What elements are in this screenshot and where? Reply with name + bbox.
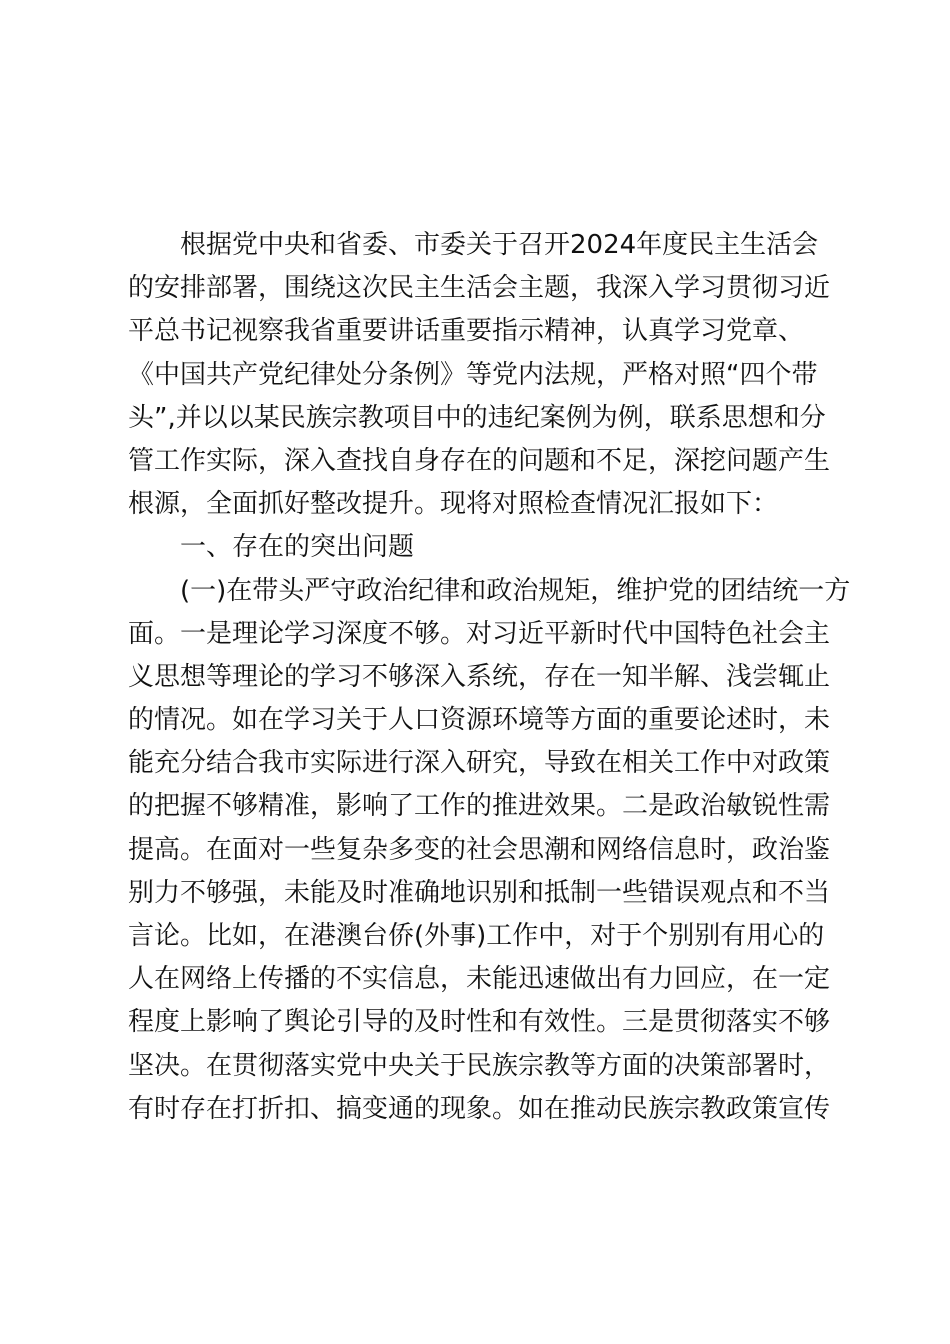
intro-line: 《中国共产党纪律处分条例》等党内法规，严格对照“四个带: [128, 359, 818, 390]
body-line: 坚决。在贯彻落实党中央关于民族宗教等方面的决策部署时，: [128, 1050, 831, 1081]
body-line: 程度上影响了舆论引导的及时性和有效性。三是贯彻落实不够: [128, 1007, 831, 1038]
document-body: [128, 224, 851, 1131]
intro-line: 头”,并以以某民族宗教项目中的违纪案例为例，联系思想和分: [128, 402, 826, 433]
body-line: 面。一是理论学习深度不够。对习近平新时代中国特色社会主: [128, 618, 831, 649]
body-line: 人在网络上传播的不实信息，未能迅速做出有力回应，在一定: [128, 964, 831, 995]
body-line: 的情况。如在学习关于人口资源环境等方面的重要论述时，未: [128, 705, 831, 736]
intro-line: 管工作实际，深入查找自身存在的问题和不足，深挖问题产生: [128, 445, 831, 476]
body-line: 能充分结合我市实际进行深入研究，导致在相关工作中对政策: [128, 748, 831, 779]
body-line: 义思想等理论的学习不够深入系统，存在一知半解、浅尝辄止: [128, 661, 831, 692]
body-line: 的把握不够精准，影响了工作的推进效果。二是政治敏锐性需: [128, 791, 831, 822]
body-line: (一)在带头严守政治纪律和政治规矩，维护党的团结统一方: [180, 575, 851, 606]
intro-line: 根据党中央和省委、市委关于召开2024年度民主生活会: [180, 230, 819, 260]
section-heading: 一、存在的突出问题: [180, 532, 415, 563]
intro-line: 平总书记视察我省重要讲话重要指示精神，认真学习党章、: [128, 316, 805, 347]
body-line: 提高。在面对一些复杂多变的社会思潮和网络信息时，政治鉴: [128, 834, 831, 865]
intro-line: 的安排部署，围绕这次民主生活会主题，我深入学习贯彻习近: [128, 273, 831, 304]
body-line: 有时存在打折扣、搞变通的现象。如在推动民族宗教政策宣传: [128, 1093, 831, 1124]
body-line: 言论。比如，在港澳台侨(外事)工作中，对于个别别有用心的: [128, 921, 825, 951]
body-line: 别力不够强，未能及时准确地识别和抵制一些错误观点和不当: [128, 877, 831, 908]
intro-line: 根源，全面抓好整改提升。现将对照检查情况汇报如下：: [128, 489, 779, 520]
